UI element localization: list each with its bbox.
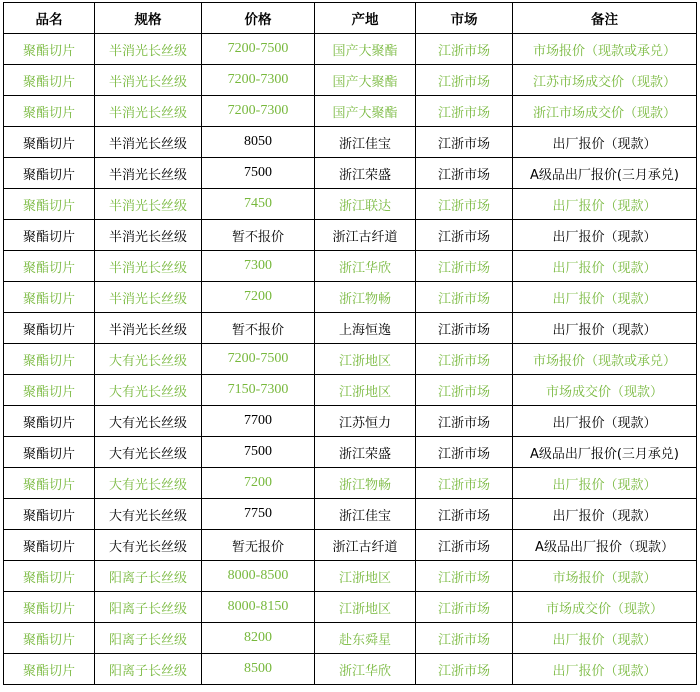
cell-market: 江浙市场 [416, 158, 513, 189]
cell-remark: A级品出厂报价（现款） [513, 530, 697, 561]
cell-spec: 大有光长丝级 [95, 499, 202, 530]
cell-origin: 浙江华欣 [315, 251, 416, 282]
cell-product-name: 聚酯切片 [4, 623, 95, 654]
cell-origin: 浙江物畅 [315, 468, 416, 499]
cell-origin: 上海恒逸 [315, 313, 416, 344]
cell-market: 江浙市场 [416, 96, 513, 127]
header-product-name: 品名 [4, 3, 95, 34]
table-row [4, 65, 697, 96]
table-row [4, 592, 697, 623]
header-remark: 备注 [513, 3, 697, 34]
header-market: 市场 [416, 3, 513, 34]
cell-price: 7200-7500 [202, 34, 315, 65]
cell-spec: 半消光长丝级 [95, 96, 202, 127]
cell-spec: 半消光长丝级 [95, 189, 202, 220]
cell-origin: 浙江物畅 [315, 282, 416, 313]
cell-market: 江浙市场 [416, 34, 513, 65]
cell-spec: 大有光长丝级 [95, 344, 202, 375]
cell-spec: 大有光长丝级 [95, 530, 202, 561]
cell-spec: 半消光长丝级 [95, 282, 202, 313]
cell-price: 暂不报价 [202, 313, 315, 344]
cell-spec: 阳离子长丝级 [95, 623, 202, 654]
cell-origin: 江浙地区 [315, 344, 416, 375]
cell-spec: 半消光长丝级 [95, 65, 202, 96]
cell-product-name: 聚酯切片 [4, 158, 95, 189]
cell-price: 7500 [202, 158, 315, 189]
cell-market: 江浙市场 [416, 313, 513, 344]
cell-spec: 大有光长丝级 [95, 375, 202, 406]
table-row [4, 158, 697, 189]
table-row [4, 468, 697, 499]
cell-price: 7150-7300 [202, 375, 315, 406]
cell-price: 7200 [202, 468, 315, 499]
header-spec: 规格 [95, 3, 202, 34]
cell-remark: 市场报价（现款或承兑） [513, 344, 697, 375]
cell-product-name: 聚酯切片 [4, 220, 95, 251]
cell-spec: 阳离子长丝级 [95, 561, 202, 592]
cell-product-name: 聚酯切片 [4, 375, 95, 406]
cell-spec: 半消光长丝级 [95, 34, 202, 65]
table-row [4, 34, 697, 65]
table-row [4, 530, 697, 561]
cell-product-name: 聚酯切片 [4, 654, 95, 685]
cell-spec: 大有光长丝级 [95, 468, 202, 499]
table-row [4, 344, 697, 375]
cell-product-name: 聚酯切片 [4, 34, 95, 65]
table-row [4, 499, 697, 530]
cell-price: 7200-7300 [202, 96, 315, 127]
cell-market: 江浙市场 [416, 251, 513, 282]
cell-price: 7700 [202, 406, 315, 437]
cell-price: 8050 [202, 127, 315, 158]
cell-spec: 阳离子长丝级 [95, 592, 202, 623]
cell-remark: 出厂报价（现款） [513, 654, 697, 685]
table-row [4, 623, 697, 654]
cell-remark: 出厂报价（现款） [513, 251, 697, 282]
table-row [4, 406, 697, 437]
header-row [4, 3, 697, 34]
cell-product-name: 聚酯切片 [4, 282, 95, 313]
cell-price: 7200 [202, 282, 315, 313]
cell-spec: 半消光长丝级 [95, 251, 202, 282]
cell-origin: 赴东舜星 [315, 623, 416, 654]
cell-origin: 浙江佳宝 [315, 499, 416, 530]
header-origin: 产地 [315, 3, 416, 34]
cell-price: 暂无报价 [202, 530, 315, 561]
cell-spec: 阳离子长丝级 [95, 654, 202, 685]
cell-remark: 出厂报价（现款） [513, 127, 697, 158]
cell-remark: 出厂报价（现款） [513, 406, 697, 437]
cell-remark: 出厂报价（现款） [513, 623, 697, 654]
cell-product-name: 聚酯切片 [4, 189, 95, 220]
cell-market: 江浙市场 [416, 530, 513, 561]
table-body [4, 34, 697, 685]
cell-origin: 国产大聚酯 [315, 65, 416, 96]
cell-price: 7750 [202, 499, 315, 530]
table-row [4, 251, 697, 282]
table-row [4, 437, 697, 468]
cell-product-name: 聚酯切片 [4, 313, 95, 344]
cell-product-name: 聚酯切片 [4, 96, 95, 127]
cell-price: 7200-7500 [202, 344, 315, 375]
cell-market: 江浙市场 [416, 344, 513, 375]
cell-remark: 市场成交价（现款） [513, 375, 697, 406]
cell-remark: 出厂报价（现款） [513, 220, 697, 251]
cell-spec: 半消光长丝级 [95, 158, 202, 189]
table-row [4, 127, 697, 158]
cell-origin: 浙江华欣 [315, 654, 416, 685]
cell-price: 8500 [202, 654, 315, 685]
cell-market: 江浙市场 [416, 375, 513, 406]
table-row [4, 220, 697, 251]
cell-remark: 出厂报价（现款） [513, 282, 697, 313]
cell-market: 江浙市场 [416, 468, 513, 499]
cell-origin: 国产大聚酯 [315, 96, 416, 127]
cell-product-name: 聚酯切片 [4, 251, 95, 282]
cell-remark: 出厂报价（现款） [513, 313, 697, 344]
table-row [4, 96, 697, 127]
cell-remark: 市场成交价（现款） [513, 592, 697, 623]
cell-price: 7200-7300 [202, 65, 315, 96]
cell-price: 8000-8150 [202, 592, 315, 623]
cell-spec: 大有光长丝级 [95, 437, 202, 468]
cell-spec: 半消光长丝级 [95, 220, 202, 251]
cell-remark: 出厂报价（现款） [513, 499, 697, 530]
table-row [4, 313, 697, 344]
cell-product-name: 聚酯切片 [4, 127, 95, 158]
cell-spec: 半消光长丝级 [95, 313, 202, 344]
cell-market: 江浙市场 [416, 65, 513, 96]
table-row [4, 561, 697, 592]
price-table [3, 2, 697, 685]
cell-product-name: 聚酯切片 [4, 65, 95, 96]
cell-remark: 出厂报价（现款） [513, 189, 697, 220]
cell-remark: A级品出厂报价(三月承兑) [513, 158, 697, 189]
table-row [4, 375, 697, 406]
cell-product-name: 聚酯切片 [4, 561, 95, 592]
cell-market: 江浙市场 [416, 282, 513, 313]
cell-product-name: 聚酯切片 [4, 499, 95, 530]
cell-market: 江浙市场 [416, 654, 513, 685]
cell-origin: 江浙地区 [315, 375, 416, 406]
cell-product-name: 聚酯切片 [4, 468, 95, 499]
cell-remark: 市场报价（现款或承兑） [513, 34, 697, 65]
cell-price: 7300 [202, 251, 315, 282]
cell-market: 江浙市场 [416, 592, 513, 623]
cell-origin: 江浙地区 [315, 561, 416, 592]
cell-remark: 浙江市场成交价（现款） [513, 96, 697, 127]
cell-origin: 浙江荣盛 [315, 437, 416, 468]
cell-price: 暂不报价 [202, 220, 315, 251]
table-row [4, 189, 697, 220]
cell-price: 8000-8500 [202, 561, 315, 592]
cell-market: 江浙市场 [416, 127, 513, 158]
cell-market: 江浙市场 [416, 437, 513, 468]
cell-market: 江浙市场 [416, 499, 513, 530]
cell-origin: 江浙地区 [315, 592, 416, 623]
cell-market: 江浙市场 [416, 220, 513, 251]
cell-origin: 浙江联达 [315, 189, 416, 220]
cell-origin: 浙江佳宝 [315, 127, 416, 158]
cell-price: 7500 [202, 437, 315, 468]
cell-price: 8200 [202, 623, 315, 654]
cell-origin: 浙江荣盛 [315, 158, 416, 189]
cell-price: 7450 [202, 189, 315, 220]
cell-origin: 浙江古纤道 [315, 220, 416, 251]
cell-origin: 国产大聚酯 [315, 34, 416, 65]
cell-origin: 浙江古纤道 [315, 530, 416, 561]
cell-remark: 出厂报价（现款） [513, 468, 697, 499]
header-price: 价格 [202, 3, 315, 34]
cell-market: 江浙市场 [416, 561, 513, 592]
cell-product-name: 聚酯切片 [4, 530, 95, 561]
cell-remark: 市场报价（现款） [513, 561, 697, 592]
cell-product-name: 聚酯切片 [4, 592, 95, 623]
cell-spec: 半消光长丝级 [95, 127, 202, 158]
cell-remark: A级品出厂报价(三月承兑) [513, 437, 697, 468]
cell-product-name: 聚酯切片 [4, 437, 95, 468]
cell-market: 江浙市场 [416, 189, 513, 220]
table-row [4, 654, 697, 685]
table-header [4, 3, 697, 34]
cell-origin: 江苏恒力 [315, 406, 416, 437]
cell-remark: 江苏市场成交价（现款） [513, 65, 697, 96]
cell-product-name: 聚酯切片 [4, 344, 95, 375]
table-row [4, 282, 697, 313]
cell-spec: 大有光长丝级 [95, 406, 202, 437]
cell-market: 江浙市场 [416, 406, 513, 437]
cell-market: 江浙市场 [416, 623, 513, 654]
cell-product-name: 聚酯切片 [4, 406, 95, 437]
